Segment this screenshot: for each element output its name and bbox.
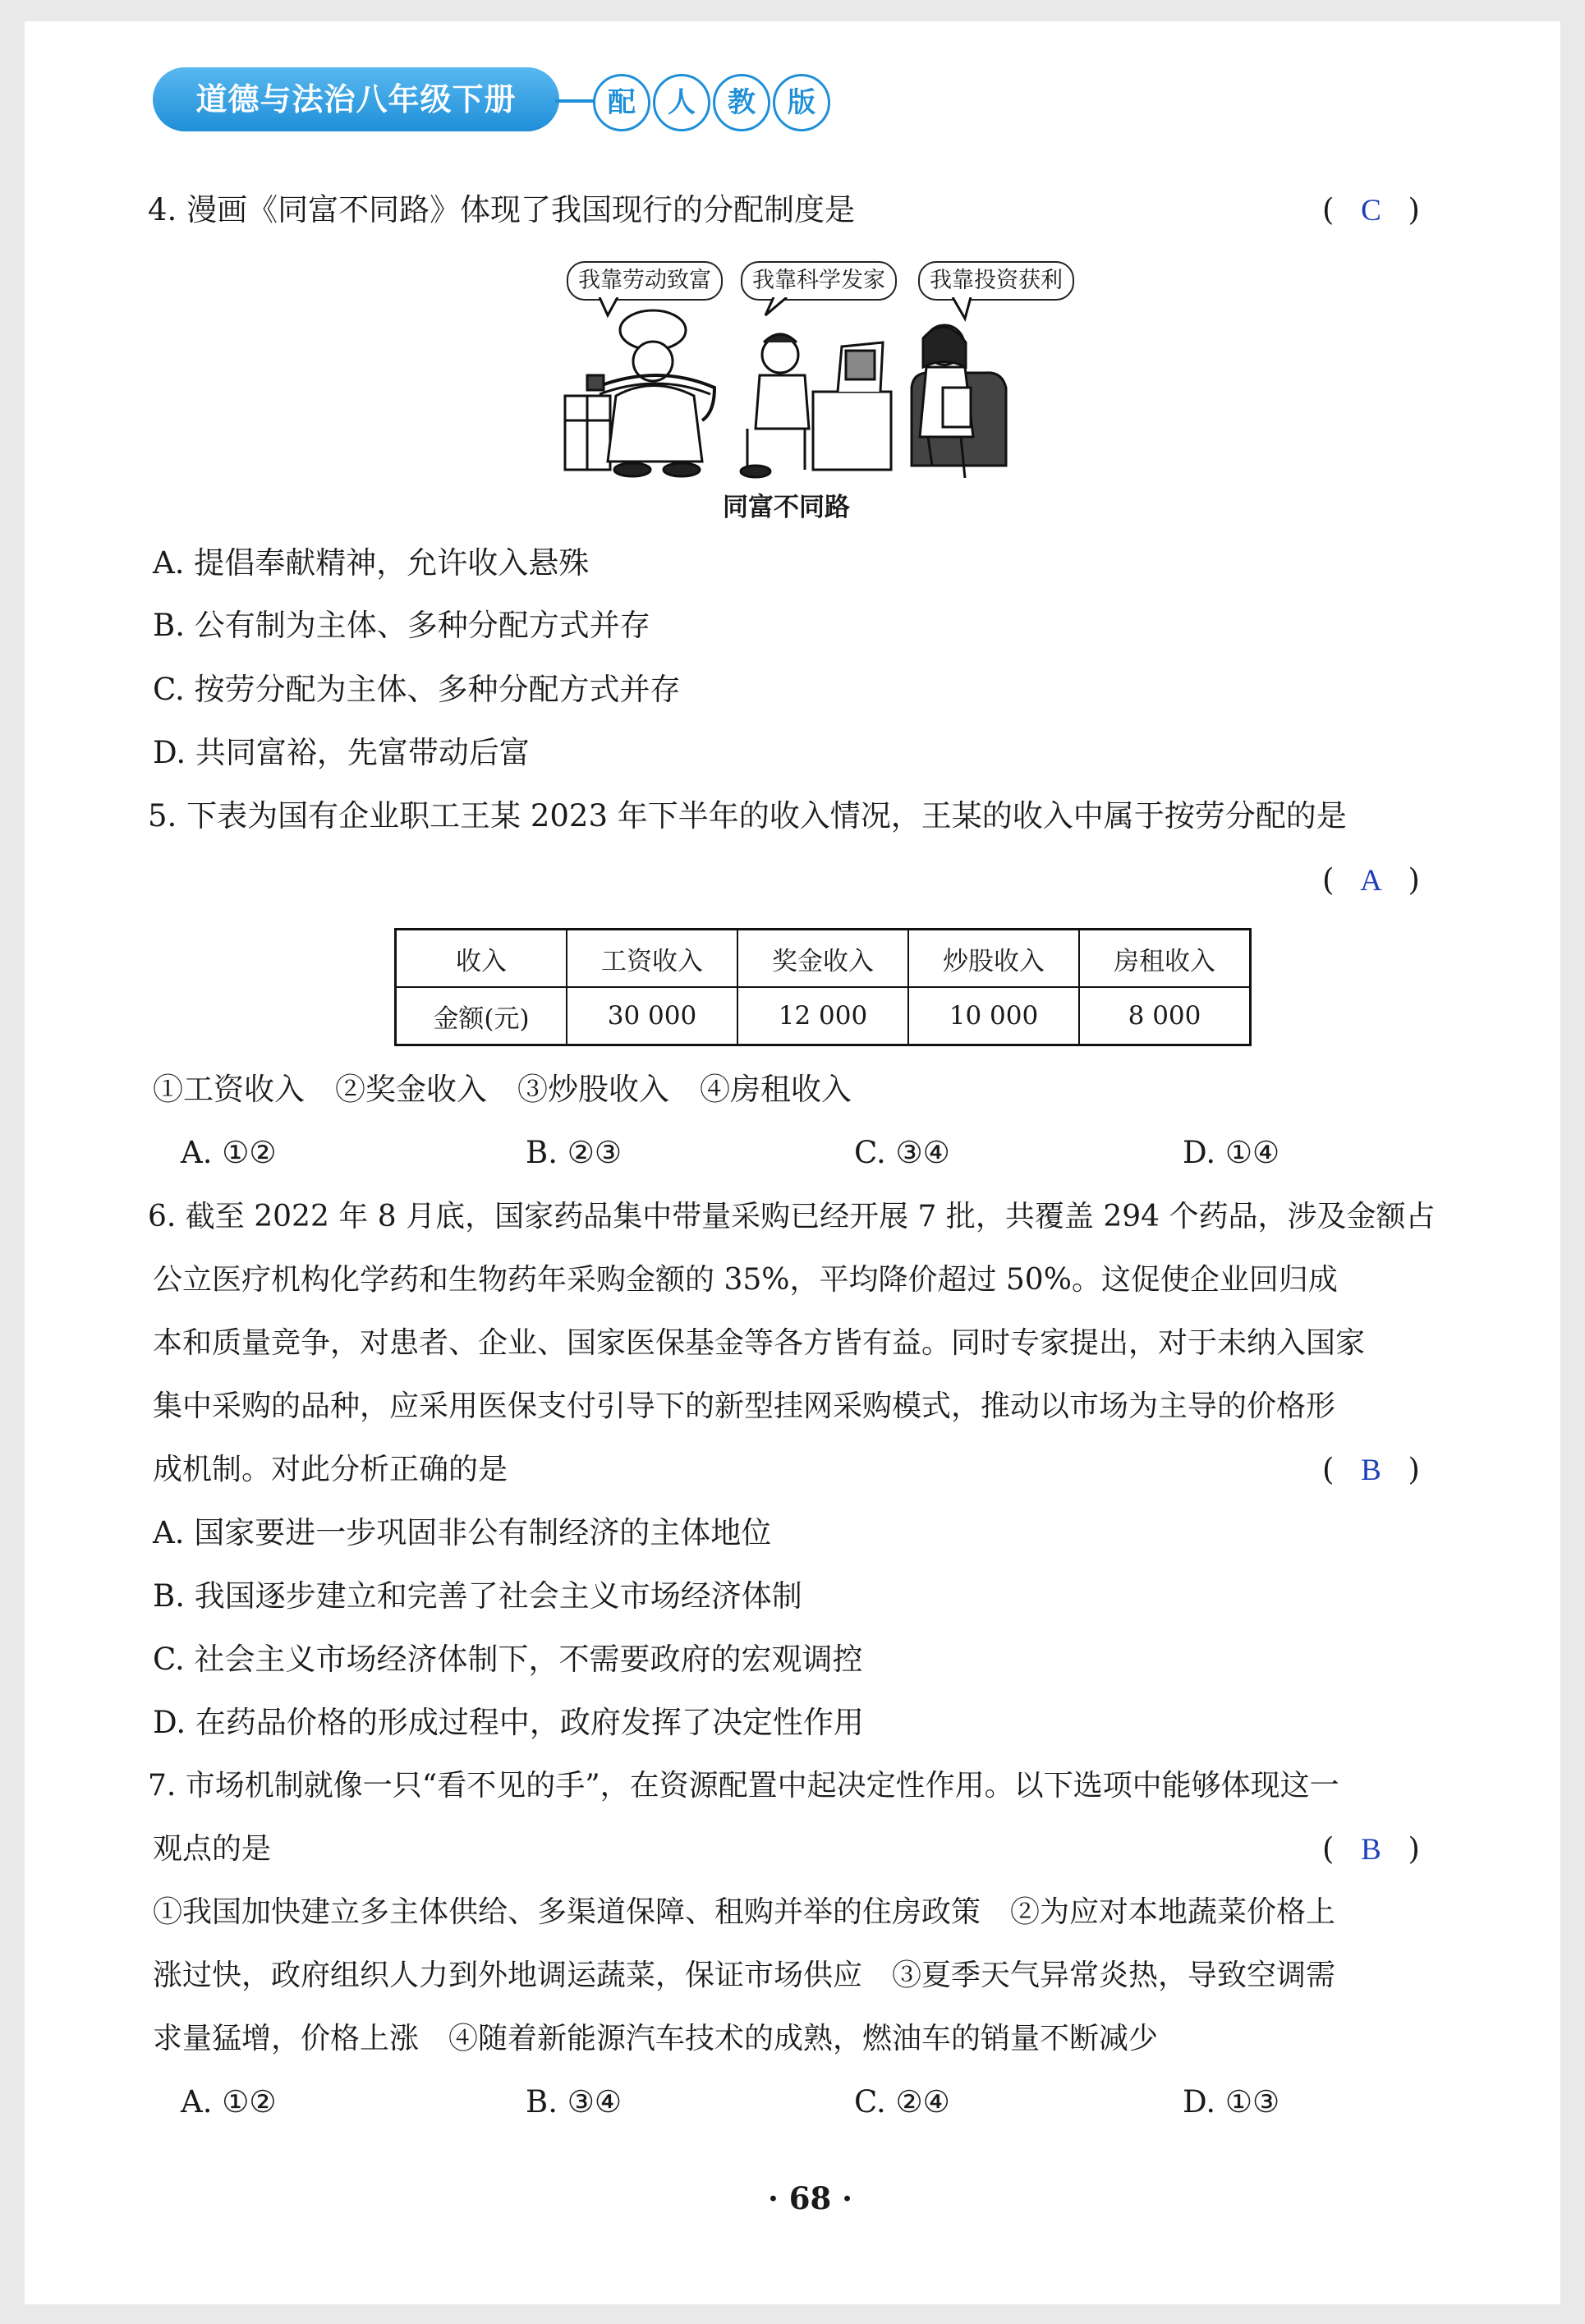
table-header-cell: 炒股收入 <box>908 930 1079 988</box>
comic-illustration <box>558 297 1018 482</box>
banner-connector <box>555 99 596 103</box>
q7-line-2: 观点的是 <box>153 1832 272 1866</box>
edition-char-4: 版 <box>773 74 830 131</box>
q7-answer-bracket: ( B ) <box>1322 1831 1420 1867</box>
q5-option-d: D. ①④ <box>1183 1135 1280 1170</box>
page-number: · 68 · <box>768 2180 853 2216</box>
q5-option-a: A. ①② <box>181 1135 277 1170</box>
table-cell: 10 000 <box>908 987 1079 1045</box>
q4-option-a: A. 提倡奉献精神，允许收入悬殊 <box>153 545 590 581</box>
comic-bubble-3: 我靠投资获利 <box>918 261 1074 301</box>
q5-answer: A <box>1360 864 1382 898</box>
q4-option-b: B. 公有制为主体、多种分配方式并存 <box>153 608 650 643</box>
q4-stem: 4. 漫画《同富不同路》体现了我国现行的分配制度是 <box>148 192 856 227</box>
q7-option-d: D. ①③ <box>1183 2084 1280 2120</box>
q6-line-3: 本和质量竞争，对患者、企业、国家医保基金等各方皆有益。同时专家提出，对于未纳入国家 <box>153 1326 1366 1360</box>
q7-option-a: A. ①② <box>181 2084 277 2120</box>
q5-option-b: B. ②③ <box>526 1135 623 1170</box>
table-cell: 12 000 <box>737 987 908 1045</box>
q6-answer: B <box>1361 1454 1381 1487</box>
table-header-cell: 房租收入 <box>1079 930 1251 988</box>
table-cell: 8 000 <box>1079 987 1251 1045</box>
q4-answer-bracket: ( C ) <box>1322 192 1420 227</box>
table-header-cell: 收入 <box>396 930 567 988</box>
comic-bubble-1: 我靠劳动致富 <box>567 261 723 301</box>
q4-answer: C <box>1361 194 1381 227</box>
q5-option-c: C. ③④ <box>854 1135 950 1170</box>
edition-char-3: 教 <box>713 74 770 131</box>
q4-option-d: D. 共同富裕，先富带动后富 <box>153 735 530 770</box>
q6-line-2: 公立医疗机构化学药和生物药年采购金额的 35%，平均降价超过 50%。这促使企业回归成 <box>153 1263 1338 1297</box>
table-header-cell: 工资收入 <box>567 930 737 988</box>
book-title-banner: 道德与法治八年级下册 <box>153 67 559 131</box>
table-cell: 金额(元) <box>396 987 567 1045</box>
q6-line-1: 6. 截至 2022 年 8 月底，国家药品集中带量采购已经开展 7 批，共覆盖 294 个药品，涉及金额占 <box>148 1200 1436 1233</box>
q7-option-c: C. ②④ <box>854 2084 950 2120</box>
q7-line-1: 7. 市场机制就像一只“看不见的手”，在资源配置中起决定性作用。以下选项中能够体现这一 <box>148 1769 1339 1803</box>
q7-line-5: 求量猛增，价格上涨 ④随着新能源汽车技术的成熟，燃油车的销量不断减少 <box>153 2022 1159 2055</box>
table-header-cell: 奖金收入 <box>737 930 908 988</box>
q6-answer-bracket: ( B ) <box>1322 1452 1420 1487</box>
edition-char-2: 人 <box>653 74 710 131</box>
q6-line-5: 成机制。对此分析正确的是 <box>153 1453 508 1486</box>
q7-line-3: ①我国加快建立多主体供给、多渠道保障、租购并举的住房政策 ②为应对本地蔬菜价格上 <box>153 1895 1336 1929</box>
comic-caption: 同富不同路 <box>723 493 850 522</box>
q5-items: ①工资收入 ②奖金收入 ③炒股收入 ④房租收入 <box>153 1072 852 1107</box>
table-cell: 30 000 <box>567 987 737 1045</box>
table-row <box>396 987 1251 1045</box>
q4-option-c: C. 按劳分配为主体、多种分配方式并存 <box>153 672 681 707</box>
q6-option-a: A. 国家要进一步巩固非公有制经济的主体地位 <box>153 1515 772 1550</box>
q6-option-d: D. 在药品价格的形成过程中，政府发挥了决定性作用 <box>153 1705 864 1740</box>
edition-char-1: 配 <box>593 74 650 131</box>
table-header-row <box>396 930 1251 988</box>
q6-line-4: 集中采购的品种，应采用医保支付引导下的新型挂网采购模式，推动以市场为主导的价格形 <box>153 1389 1336 1423</box>
q5-answer-bracket: ( A ) <box>1322 862 1420 898</box>
q7-option-b: B. ③④ <box>526 2084 623 2120</box>
q6-option-c: C. 社会主义市场经济体制下，不需要政府的宏观调控 <box>153 1642 863 1677</box>
income-table <box>394 928 1252 1046</box>
comic-bubble-2: 我靠科学发家 <box>741 261 897 301</box>
q7-line-4: 涨过快，政府组织人力到外地调运蔬菜，保证市场供应 ③夏季天气异常炎热，导致空调需 <box>153 1959 1336 1992</box>
q7-answer: B <box>1361 1833 1381 1867</box>
q6-option-b: B. 我国逐步建立和完善了社会主义市场经济体制 <box>153 1578 802 1614</box>
q5-stem: 5. 下表为国有企业职工王某 2023 年下半年的收入情况，王某的收入中属于按劳分配的是 <box>148 798 1347 834</box>
